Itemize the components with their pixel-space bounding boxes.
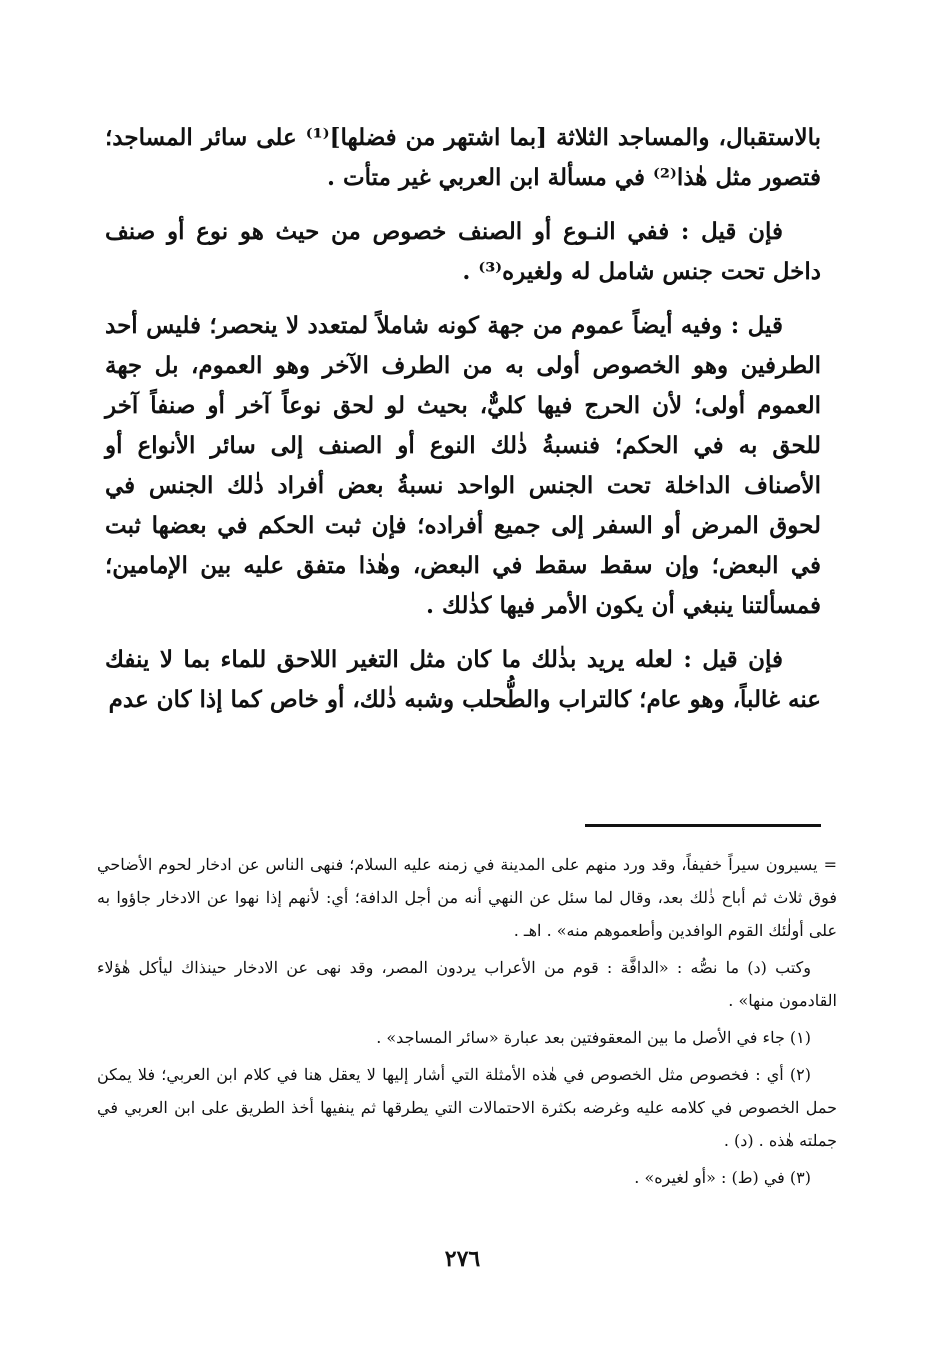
paragraph-4: فإن قيل : لعله يريد بذٰلك ما كان مثل التغير اللاحق للماء بما لا ينفك عنه غالباً، وهو عام؛ كالتراب والطُّحلب وشبه ذٰلك، أو خاص كما إذا كان عدم	[105, 646, 821, 713]
footnote-continuation: = يسيرون سيراً خفيفاً، وقد ورد منهم على المدينة في زمنه عليه السلام؛ فنهى الناس عن ادخار لحوم الأضاحي فوق ثلاث ثم أباح ذٰلك بعد، وقال لما سئل عن النهي أنه من أجل الدافة؛ أي: لأنهم إذا نهوا عن الادخار جاؤوا به على أولٰئك القوم الوافدين وأطعموهم منه» . اهـ .	[97, 855, 838, 940]
main-text-body	[105, 118, 821, 734]
page-number: ٢٧٦	[444, 1246, 481, 1272]
footnote-1: (١) جاء في الأصل ما بين المعقوفتين بعد عبارة «سائر المساجد» .	[376, 1028, 811, 1047]
footnote-2: (٢) أي : فخصوص مثل الخصوص في هٰذه الأمثلة التي أشار إليها لا يعقل هنا في كلام ابن العربي؛ فلا يمكن حمل الخصوص في كلامه عليه وغرضه بكثرة الاحتمالات التي يطرقها ثم ينفيها أخذ الطريق على ابن العربي في جملته هٰذه . (د) .	[97, 1065, 837, 1150]
footnotes-section	[97, 848, 837, 1198]
footnote-note-d: وكتب (د) ما نصُّه : «الدافَّة : قوم من الأعراب يردون المصر، وقد نهى عن الادخار حينذاك ليأكل هٰؤلاء القادمون منها» .	[97, 958, 837, 1010]
paragraph-3: قيل : وفيه أيضاً عموم من جهة كونه شاملاً لمتعدد لا ينحصر؛ فليس أحد الطرفين وهو الخصوص أولى به من الطرف الآخر وهو العموم، بل جهة العموم أولى؛ لأن الحرج فيها كليٌّ، بحيث لو لحق نوعاً آخر أو صنفاً آخر للحق به في الحكم؛ فنسبةُ ذٰلك النوع أو الصنف إلى سائر الأنواع أو الأصناف الداخلة تحت الجنس الواحد نسبةُ بعض أفراد ذٰلك الجنس في لحوق المرض أو السفر إلى جميع أفراده؛ فإن ثبت الحكم في بعضها ثبت في البعض؛ وإن سقط سقط في البعض، وهٰذا متفق عليه بين الإمامين؛ فمسألتنا ينبغي أن يكون الأمر فيها كذٰلك .	[105, 312, 821, 619]
footnote-3: (٣) في (ط) : «أو لغيره» .	[634, 1168, 811, 1187]
footnote-separator	[585, 824, 821, 827]
paragraph-2: فإن قيل : ففي النـوع أو الصنف خصوص من حيث هو نوع أو صنف داخل تحت جنس شامل له ولغيره⁽³⁾ .	[105, 218, 821, 285]
paragraph-1: بالاستقبال، والمساجد الثلاثة [بما اشتهر من فضلها]⁽¹⁾ على سائر المساجد؛ فتصور مثل هٰذا⁽²⁾ في مسألة ابن العربي غير متأت .	[105, 124, 821, 191]
